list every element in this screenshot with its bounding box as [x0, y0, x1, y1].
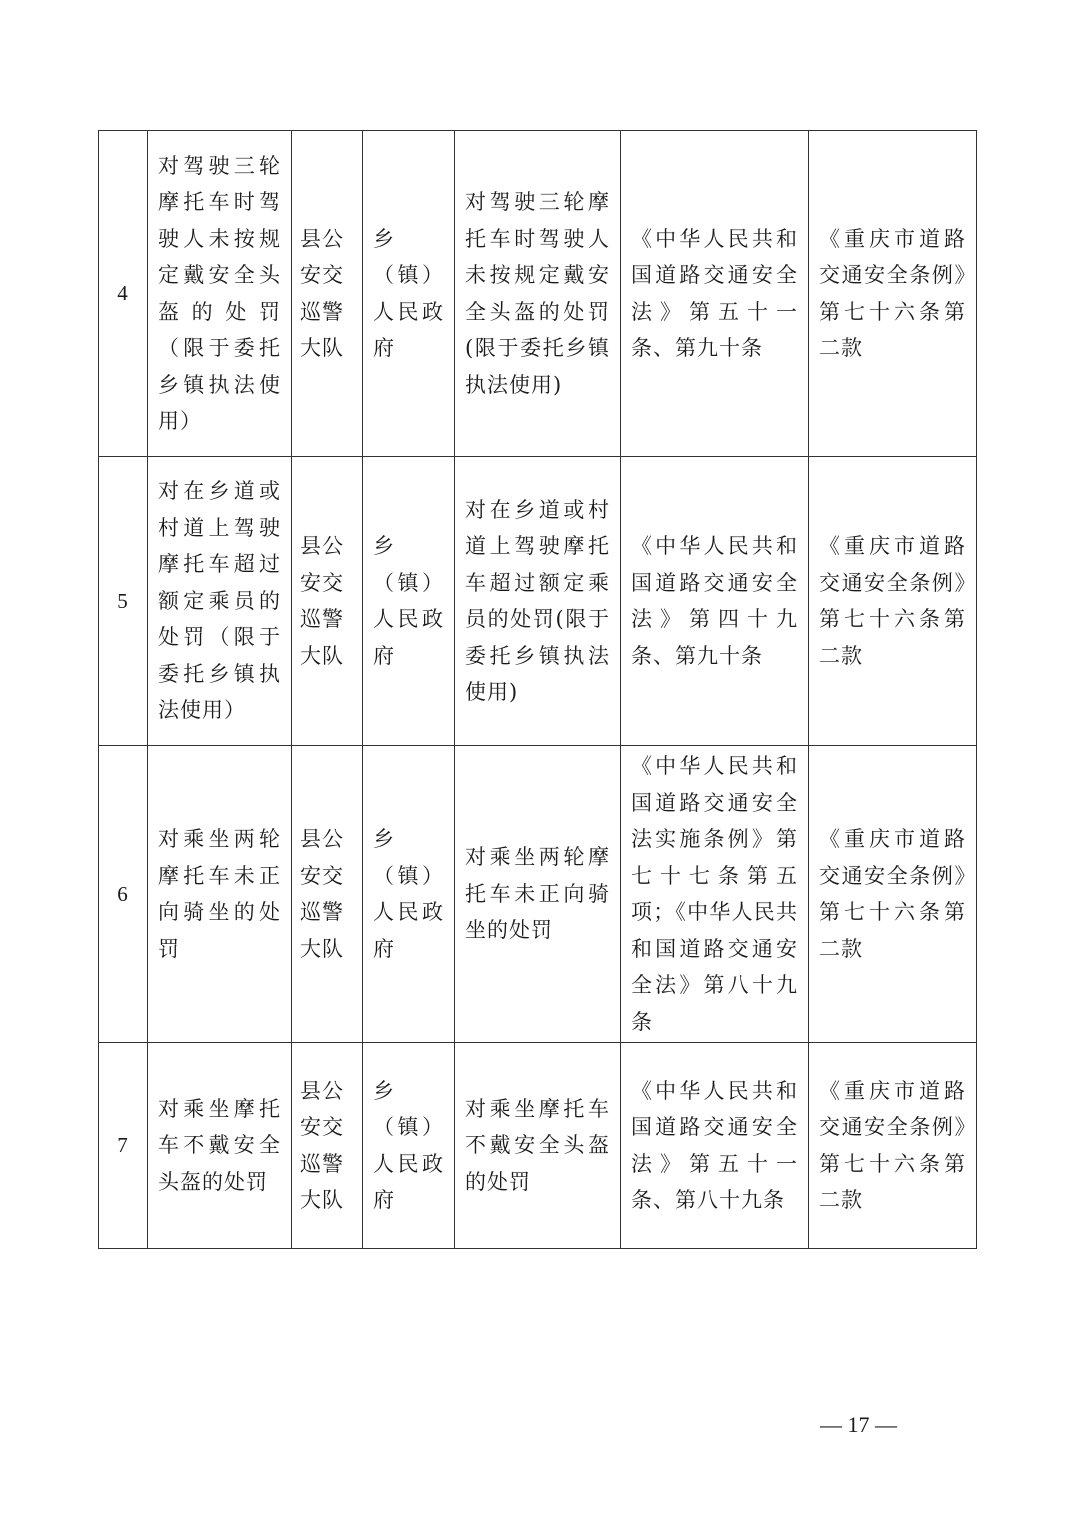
executor-cell	[363, 746, 455, 1043]
authority-cell	[292, 1043, 363, 1249]
content-cell	[455, 457, 621, 746]
page-number: — 17 —	[820, 1412, 897, 1437]
executor-text: 乡（镇）人民政府	[373, 534, 444, 668]
authority-cell	[292, 457, 363, 746]
table-row	[99, 457, 977, 746]
authority-text: 县公安交巡警大队	[300, 534, 344, 668]
penalty-item-text: 对在乡道或村道上驾驶摩托车超过额定乘员的处罚（限于委托乡镇执法使用）	[158, 479, 281, 723]
row-number: 7	[99, 1043, 148, 1249]
authority-text: 县公安交巡警大队	[300, 1078, 344, 1212]
local-basis-cell	[809, 1043, 977, 1249]
penalty-item-text: 对驾驶三轮摩托车时驾驶人未按规定戴安全头盔的处罚（限于委托乡镇执法使用）	[158, 153, 281, 433]
content-text: 对驾驶三轮摩托车时驾驶人未按规定戴安全头盔的处罚(限于委托乡镇执法使用)	[465, 190, 610, 397]
penalty-item-cell	[148, 457, 292, 746]
legal-basis-cell	[621, 1043, 809, 1249]
penalty-item-cell	[148, 746, 292, 1043]
authority-text: 县公安交巡警大队	[300, 226, 344, 360]
content-text: 对乘坐摩托车不戴安全头盔的处罚	[465, 1096, 610, 1194]
table-row	[99, 746, 977, 1043]
legal-basis-text: 《中华人民共和国道路交通安全法》第四十九条、第九十条	[631, 534, 798, 668]
authority-text: 县公安交巡警大队	[300, 827, 344, 961]
executor-text: 乡（镇）人民政府	[373, 827, 444, 961]
local-basis-text: 《重庆市道路交通安全条例》第七十六条第二款	[819, 827, 966, 961]
legal-basis-text: 《中华人民共和国道路交通安全法实施条例》第七十七条第五项；《中华人民共和国道路交通安全法》第八十九条	[631, 754, 798, 1034]
executor-text: 乡（镇）人民政府	[373, 226, 444, 360]
local-basis-cell	[809, 746, 977, 1043]
executor-text: 乡（镇）人民政府	[373, 1078, 444, 1212]
authority-cell	[292, 131, 363, 457]
executor-cell	[363, 457, 455, 746]
local-basis-text: 《重庆市道路交通安全条例》第七十六条第二款	[819, 1078, 966, 1212]
penalty-table	[98, 130, 977, 1249]
legal-basis-text: 《中华人民共和国道路交通安全法》第五十一条、第九十条	[631, 226, 798, 360]
row-number: 6	[99, 746, 148, 1043]
legal-basis-text: 《中华人民共和国道路交通安全法》第五十一条、第八十九条	[631, 1078, 798, 1212]
content-text: 对在乡道或村道上驾驶摩托车超过额定乘员的处罚(限于委托乡镇执法使用)	[465, 497, 610, 704]
penalty-item-cell	[148, 131, 292, 457]
executor-cell	[363, 1043, 455, 1249]
executor-cell	[363, 131, 455, 457]
penalty-item-text: 对乘坐两轮摩托车未正向骑坐的处罚	[158, 827, 281, 961]
legal-basis-cell	[621, 131, 809, 457]
row-number: 4	[99, 131, 148, 457]
row-number: 5	[99, 457, 148, 746]
local-basis-cell	[809, 131, 977, 457]
content-text: 对乘坐两轮摩托车未正向骑坐的处罚	[465, 845, 610, 943]
legal-basis-cell	[621, 746, 809, 1043]
penalty-item-cell	[148, 1043, 292, 1249]
penalty-item-text: 对乘坐摩托车不戴安全头盔的处罚	[158, 1096, 281, 1194]
local-basis-text: 《重庆市道路交通安全条例》第七十六条第二款	[819, 534, 966, 668]
table-row	[99, 131, 977, 457]
content-cell	[455, 746, 621, 1043]
table-row	[99, 1043, 977, 1249]
legal-basis-cell	[621, 457, 809, 746]
authority-cell	[292, 746, 363, 1043]
content-cell	[455, 1043, 621, 1249]
local-basis-cell	[809, 457, 977, 746]
local-basis-text: 《重庆市道路交通安全条例》第七十六条第二款	[819, 226, 966, 360]
content-cell	[455, 131, 621, 457]
